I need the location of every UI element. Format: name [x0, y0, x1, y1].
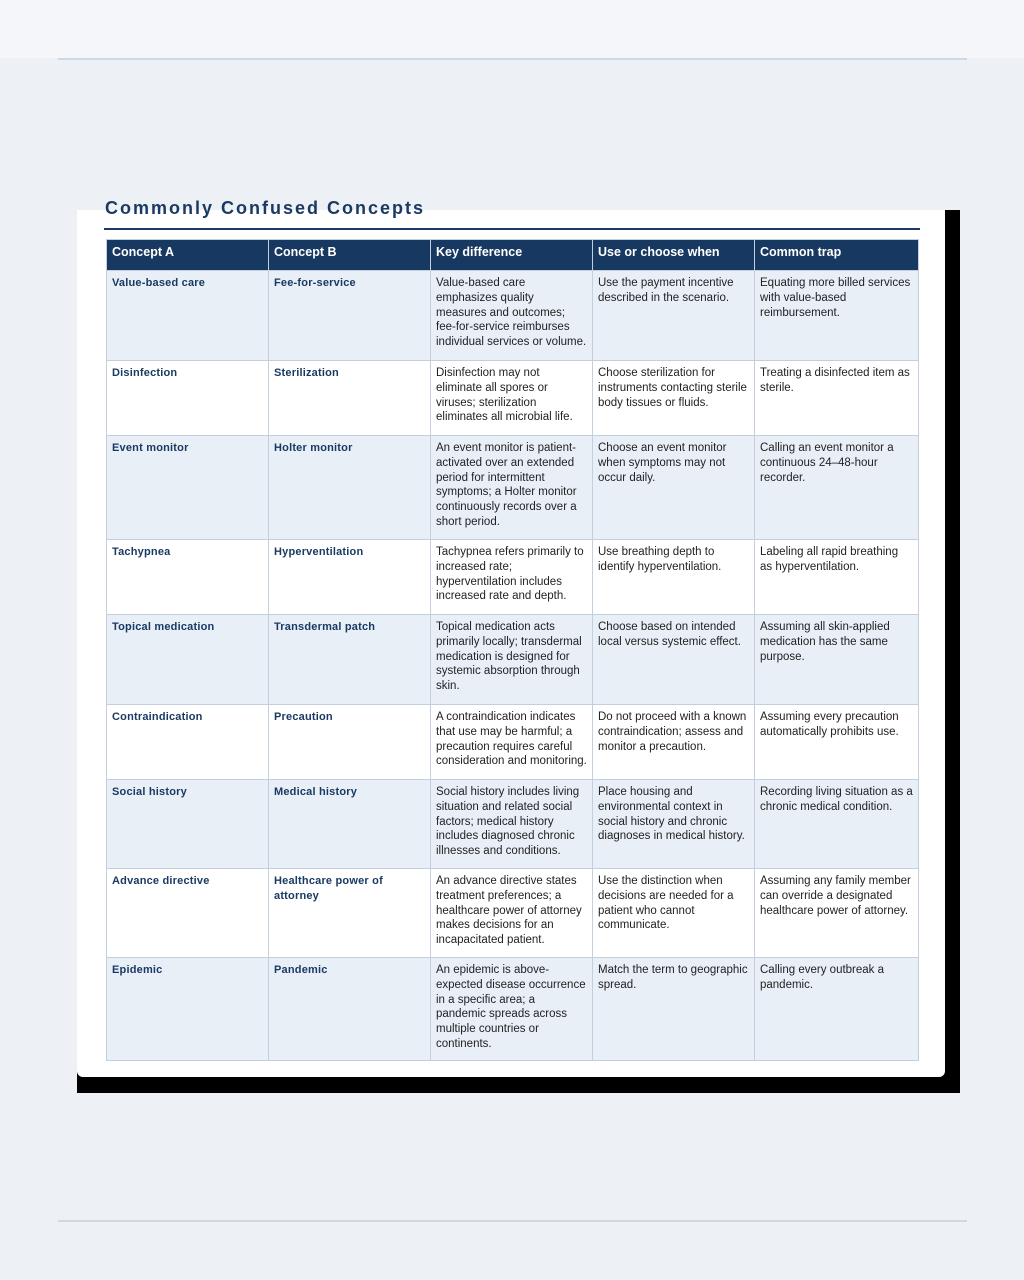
concept-b-cell: Holter monitor — [269, 436, 431, 540]
key-difference-cell: An epidemic is above-expected disease occurrence in a specific area; a pandemic spreads across multiple countries or continents. — [431, 958, 593, 1061]
use-when-cell: Use the payment incentive described in the scenario. — [593, 271, 755, 361]
table-row — [107, 869, 919, 958]
concept-a-cell: Disinfection — [107, 361, 269, 436]
column-header-key-difference: Key difference — [431, 240, 593, 271]
document-title-clipped — [105, 198, 920, 218]
table-row — [107, 361, 919, 436]
key-difference-cell: Topical medication acts primarily locally; transdermal medication is designed for systemic absorption through skin. — [431, 615, 593, 705]
use-when-cell: Choose an event monitor when symptoms may not occur daily. — [593, 436, 755, 540]
concept-b-cell: Precaution — [269, 705, 431, 780]
key-difference-cell: Value-based care emphasizes quality measures and outcomes; fee-for-service reimburses individual services or volume. — [431, 271, 593, 361]
table-row — [107, 436, 919, 540]
common-trap-cell: Calling every outbreak a pandemic. — [755, 958, 919, 1061]
use-when-cell: Use breathing depth to identify hyperventilation. — [593, 540, 755, 615]
concept-b-cell: Medical history — [269, 780, 431, 869]
concept-b-cell: Hyperventilation — [269, 540, 431, 615]
table-row — [107, 615, 919, 705]
use-when-cell: Do not proceed with a known contraindication; assess and monitor a precaution. — [593, 705, 755, 780]
key-difference-cell: Social history includes living situation and related social factors; medical history includes diagnosed chronic illnesses and conditions. — [431, 780, 593, 869]
use-when-cell: Match the term to geographic spread. — [593, 958, 755, 1061]
key-difference-cell: A contraindication indicates that use may be harmful; a precaution requires careful consideration and monitoring. — [431, 705, 593, 780]
table-row — [107, 271, 919, 361]
key-difference-cell: An event monitor is patient-activated over an extended period for intermittent symptoms; a Holter monitor continuously records over a short period. — [431, 436, 593, 540]
common-trap-cell: Assuming all skin-applied medication has the same purpose. — [755, 615, 919, 705]
concept-a-cell: Value-based care — [107, 271, 269, 361]
column-header-common-trap: Common trap — [755, 240, 919, 271]
concept-a-cell: Tachypnea — [107, 540, 269, 615]
column-header-use-when: Use or choose when — [593, 240, 755, 271]
key-difference-cell: Disinfection may not eliminate all spores or viruses; sterilization eliminates all microbial life. — [431, 361, 593, 436]
concept-a-cell: Social history — [107, 780, 269, 869]
common-trap-cell: Treating a disinfected item as sterile. — [755, 361, 919, 436]
concept-a-cell: Advance directive — [107, 869, 269, 958]
title-rule — [104, 228, 920, 230]
common-trap-cell: Equating more billed services with value-based reimbursement. — [755, 271, 919, 361]
key-difference-cell: An advance directive states treatment preferences; a healthcare power of attorney makes decisions for an incapacitated patient. — [431, 869, 593, 958]
document-title: Commonly Confused Concepts — [105, 198, 426, 218]
bottom-divider — [58, 1220, 967, 1222]
concept-a-cell: Topical medication — [107, 615, 269, 705]
table-row — [107, 705, 919, 780]
table-header-row — [107, 240, 919, 271]
concept-b-cell: Healthcare power of attorney — [269, 869, 431, 958]
concept-a-cell: Contraindication — [107, 705, 269, 780]
common-trap-cell: Recording living situation as a chronic medical condition. — [755, 780, 919, 869]
concept-b-cell: Sterilization — [269, 361, 431, 436]
concept-a-cell: Epidemic — [107, 958, 269, 1061]
top-divider — [58, 58, 967, 60]
column-header-concept-b: Concept B — [269, 240, 431, 271]
concept-b-cell: Fee-for-service — [269, 271, 431, 361]
document-page — [77, 198, 945, 1077]
use-when-cell: Use the distinction when decisions are needed for a patient who cannot communicate. — [593, 869, 755, 958]
use-when-cell: Choose sterilization for instruments contacting sterile body tissues or fluids. — [593, 361, 755, 436]
column-header-concept-a: Concept A — [107, 240, 269, 271]
use-when-cell: Place housing and environmental context in social history and chronic diagnoses in medical history. — [593, 780, 755, 869]
use-when-cell: Choose based on intended local versus systemic effect. — [593, 615, 755, 705]
comparison-table — [106, 239, 919, 1061]
concept-a-cell: Event monitor — [107, 436, 269, 540]
common-trap-cell: Assuming any family member can override a designated healthcare power of attorney. — [755, 869, 919, 958]
common-trap-cell: Assuming every precaution automatically prohibits use. — [755, 705, 919, 780]
table-row — [107, 780, 919, 869]
key-difference-cell: Tachypnea refers primarily to increased rate; hyperventilation includes increased rate and depth. — [431, 540, 593, 615]
concept-b-cell: Pandemic — [269, 958, 431, 1061]
table-row — [107, 540, 919, 615]
top-toolbar-area — [0, 0, 1024, 58]
common-trap-cell: Calling an event monitor a continuous 24–48-hour recorder. — [755, 436, 919, 540]
common-trap-cell: Labeling all rapid breathing as hyperventilation. — [755, 540, 919, 615]
table-row — [107, 958, 919, 1061]
concept-b-cell: Transdermal patch — [269, 615, 431, 705]
